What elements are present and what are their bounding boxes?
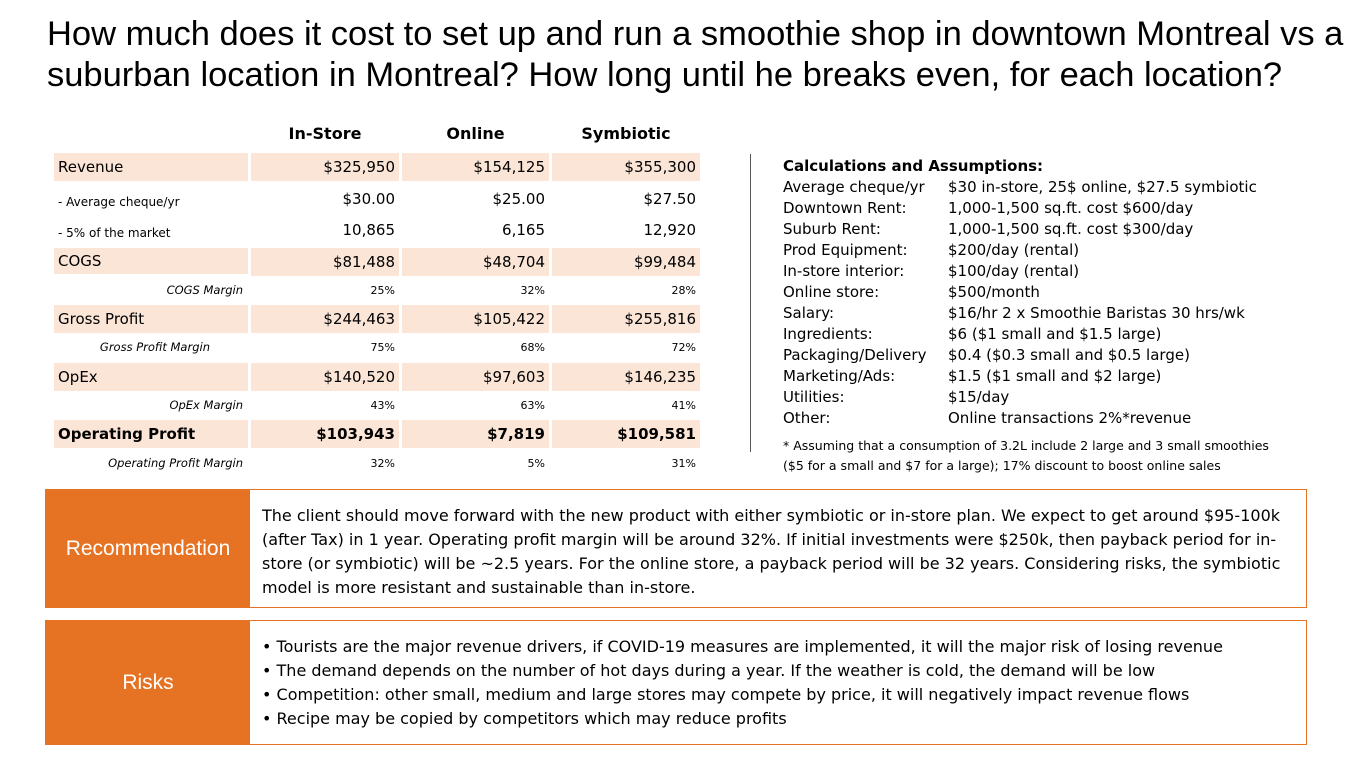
note-line-1: * Assuming that a consumption of 3.2L include 2 large and 3 small smoothies: [783, 438, 1269, 453]
cell-in-store: $81,488: [251, 248, 399, 276]
table-row-operating-profit: [54, 420, 700, 448]
table-row-operating-profit-margin: [54, 452, 700, 474]
calc-item: [783, 282, 1043, 303]
cell-in-store: $140,520: [251, 363, 399, 391]
calc-label: Suburb Rent:: [783, 220, 881, 238]
row-label: OpEx: [54, 363, 248, 391]
recommendation-tag: Recommendation: [46, 490, 250, 607]
table-row-cogs: [54, 248, 700, 276]
calc-value: $30 in-store, 25$ online, $27.5 symbiotic: [948, 178, 1257, 196]
calc-item: [783, 387, 1043, 408]
recommendation-text: The client should move forward with the new product with either symbiotic or in-store plan. We expect to get around $95-100k (after Tax) in 1 year. Operating profit margin will be around 32%. If initial investments were $250k, then payback period for in-store (or symbiotic) will be ~2.5 years. For the online store, a payback period will be 32 years. Considering risks, the symbiotic model is more resistant and sustainable than in-store.: [262, 506, 1281, 597]
cell-online: 68%: [520, 340, 545, 354]
cell-online: $25.00: [492, 190, 545, 208]
cell-symbiotic: 12,920: [643, 221, 696, 239]
title-line-2: suburban location in Montreal? How long until he breaks even, for each location?: [47, 56, 1283, 94]
calc-item: [783, 240, 1080, 261]
column-header-symbiotic: Symbiotic: [581, 124, 671, 143]
column-header-in-store: In-Store: [288, 124, 362, 143]
cell-online: 32%: [520, 283, 545, 297]
calc-label: Average cheque/yr: [783, 178, 925, 196]
row-label: COGS: [54, 248, 248, 274]
cell-symbiotic: $27.50: [643, 190, 696, 208]
title-line-1: How much does it cost to set up and run a smoothie shop in downtown Montreal vs a: [47, 15, 1344, 53]
table-row-opex: [54, 363, 700, 391]
calc-label: Utilities:: [783, 388, 845, 406]
divider: [750, 154, 751, 452]
table-row-average-cheque: [54, 185, 700, 213]
cell-symbiotic: $255,816: [552, 305, 700, 333]
cell-symbiotic: $109,581: [552, 420, 700, 448]
cell-symbiotic: 28%: [671, 283, 696, 297]
table-row-gross-profit: [54, 305, 700, 333]
risk-item: • Tourists are the major revenue drivers, if COVID-19 measures are implemented, it will the major risk of losing revenue: [262, 637, 1223, 656]
risks-tag: Risks: [46, 621, 250, 744]
calculations-title: Calculations and Assumptions:: [783, 157, 1044, 175]
calc-item: [783, 324, 1162, 345]
table-row-opex-margin: [54, 394, 700, 416]
cell-in-store: $325,950: [251, 153, 399, 181]
cell-online: 63%: [520, 398, 545, 412]
cell-in-store: $244,463: [251, 305, 399, 333]
calc-item: [783, 198, 1194, 219]
row-label: Revenue: [54, 153, 248, 181]
calc-label: Ingredients:: [783, 325, 873, 343]
risk-item: • Recipe may be copied by competitors which may reduce profits: [262, 709, 787, 728]
row-label: Operating Profit Margin: [108, 456, 243, 470]
cell-online: $48,704: [402, 248, 549, 276]
calc-label: Online store:: [783, 283, 880, 301]
cell-online: 5%: [527, 456, 545, 470]
cell-in-store: $103,943: [251, 420, 399, 448]
calc-value: $16/hr 2 x Smoothie Baristas 30 hrs/wk: [948, 304, 1245, 322]
recommendation-box: [45, 489, 1307, 608]
cell-in-store: $30.00: [342, 190, 395, 208]
row-label: OpEx Margin: [169, 398, 243, 412]
calc-value: $100/day (rental): [948, 262, 1080, 280]
calc-value: $1.5 ($1 small and $2 large): [948, 367, 1162, 385]
table-row-gross-profit-margin: [54, 336, 700, 358]
cell-symbiotic: $99,484: [552, 248, 700, 276]
assumption-note: [783, 436, 1269, 476]
calc-value: $0.4 ($0.3 small and $0.5 large): [948, 346, 1190, 364]
page-title: [47, 14, 1347, 96]
cell-symbiotic: $146,235: [552, 363, 700, 391]
row-label: COGS Margin: [166, 283, 243, 297]
calc-label: Prod Equipment:: [783, 241, 908, 259]
calculations-panel: [783, 156, 1257, 429]
cell-symbiotic: 41%: [671, 398, 696, 412]
calc-item: [783, 366, 1162, 387]
calc-label: Marketing/Ads:: [783, 367, 896, 385]
calc-item: [783, 345, 1190, 366]
table-row-revenue: [54, 153, 700, 181]
cell-symbiotic: 31%: [671, 456, 696, 470]
calc-label: Salary:: [783, 304, 835, 322]
cell-symbiotic: 72%: [671, 340, 696, 354]
calc-value: $15/day: [948, 388, 1010, 406]
calc-value: $500/month: [948, 283, 1040, 301]
calc-value: $6 ($1 small and $1.5 large): [948, 325, 1162, 343]
calc-item: [783, 177, 1257, 198]
calc-item: [783, 303, 1245, 324]
calc-value: Online transactions 2%*revenue: [948, 409, 1192, 427]
cell-in-store: 25%: [370, 283, 395, 297]
cell-in-store: 10,865: [342, 221, 395, 239]
note-line-2: ($5 for a small and $7 for a large); 17% discount to boost online sales: [783, 458, 1221, 473]
cell-online: $105,422: [402, 305, 549, 333]
cell-symbiotic: $355,300: [552, 153, 700, 181]
table-row-market-share: [54, 216, 700, 244]
calc-label: Downtown Rent:: [783, 199, 907, 217]
table-row-cogs-margin: [54, 279, 700, 301]
calc-value: 1,000-1,500 sq.ft. cost $600/day: [948, 199, 1194, 217]
row-label: - 5% of the market: [58, 226, 171, 240]
cell-in-store: 43%: [370, 398, 395, 412]
cell-in-store: 32%: [370, 456, 395, 470]
risk-item: • Competition: other small, medium and large stores may compete by price, it will negatively impact revenue flows: [262, 685, 1190, 704]
risks-list: [262, 635, 1296, 731]
calc-label: Other:: [783, 409, 831, 427]
calc-item: [783, 219, 1194, 240]
calc-item: [783, 408, 1192, 429]
row-label: Gross Profit Margin: [99, 340, 210, 354]
cell-online: $154,125: [402, 153, 549, 181]
calc-label: In-store interior:: [783, 262, 905, 280]
risks-box: [45, 620, 1307, 745]
risk-item: • The demand depends on the number of hot days during a year. If the weather is cold, the demand will be low: [262, 661, 1156, 680]
row-label: - Average cheque/yr: [58, 195, 180, 209]
cell-online: $7,819: [402, 420, 549, 448]
calc-label: Packaging/Delivery: [783, 346, 927, 364]
calc-item: [783, 261, 1080, 282]
cell-in-store: 75%: [370, 340, 395, 354]
calc-value: 1,000-1,500 sq.ft. cost $300/day: [948, 220, 1194, 238]
row-label: Operating Profit: [54, 420, 248, 448]
cell-online: 6,165: [502, 221, 545, 239]
cell-online: $97,603: [402, 363, 549, 391]
column-header-online: Online: [446, 124, 505, 143]
calc-value: $200/day (rental): [948, 241, 1080, 259]
row-label: Gross Profit: [54, 305, 248, 333]
